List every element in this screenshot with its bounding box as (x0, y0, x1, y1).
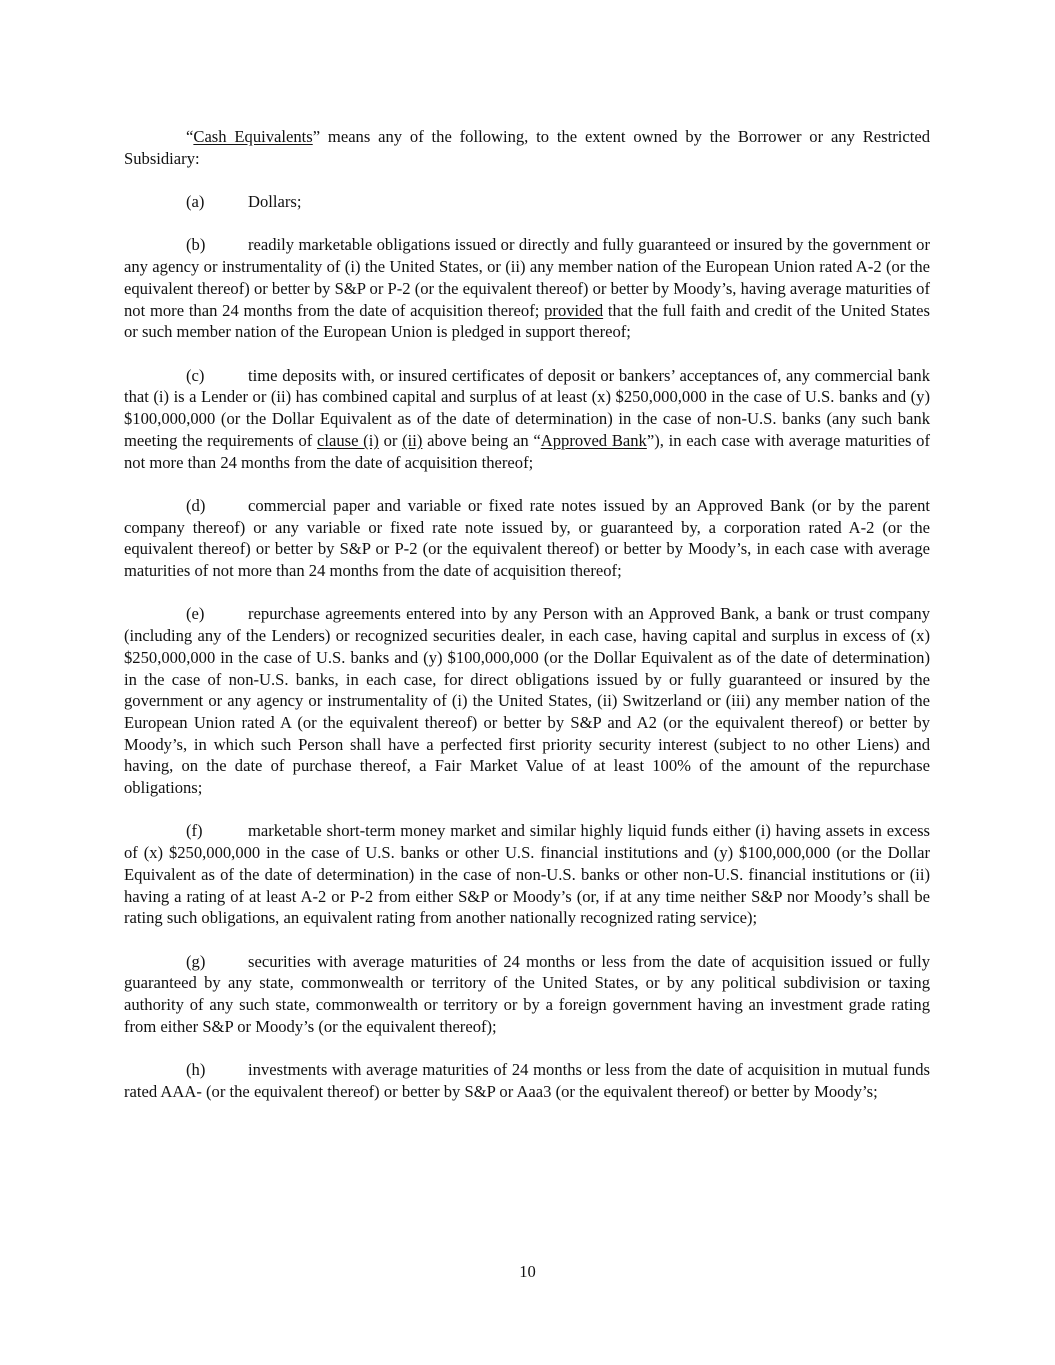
page-number: 10 (519, 1262, 536, 1281)
clause-ii-reference: (ii) (402, 430, 423, 450)
clause-f-text: marketable short-term money market and similar highly liquid funds either (i) having assets in excess of (x) $250,000,000 in the case of U.S. banks or other U.S. financial institutions and (y) $100,000,000 (or the Dollar Equivalent as of the date of determination) in the case of non-U.S. banks or other non-U.S. financial institutions or (ii) having a rating of at least A-2 or P-2 from either S&P or Moody’s (or, if at any time neither S&P nor Moody’s shall be rating such obligations, an equivalent rating from another nationally recognized rating service); (124, 821, 930, 928)
defined-term-approved-bank: Approved Bank (540, 430, 647, 450)
clause-h-label: (h) (186, 1060, 206, 1080)
clause-g (124, 951, 930, 1038)
clause-d-label: (d) (186, 495, 206, 515)
clause-e (124, 603, 930, 798)
definition-open-quote: “ (186, 127, 194, 146)
clause-d-text: commercial paper and variable or fixed rate notes issued by an Approved Bank (or by the parent company thereof) or any variable or fixed rate note issued by, or guaranteed by, a corporation rated A-2 (or the equivalent thereof) or better by S&P or P-2 (or the equivalent thereof) or better by Moody’s, in each case with average maturities of not more than 24 months from the date of acquisition thereof; (124, 495, 930, 580)
defined-term-cash-equivalents: Cash Equivalents (193, 127, 313, 146)
clause-e-text: repurchase agreements entered into by any Person with an Approved Bank, a bank or trust company (including any of the Lenders) or recognized securities dealer, in each case, having capital and surplus in excess of (x) $250,000,000 in the case of U.S. banks and (y) $100,000,000 (or the Dollar Equivalent as of the date of determination) in the case of non-U.S. banks, in each case, for direct obligations issued by or fully guaranteed or insured by the government or any agency or instrumentality of (i) the United States, (ii) Switzerland or (iii) any member nation of the European Union rated A (or the equivalent thereof) or better by S&P and A2 (or the equivalent thereof) or better by Moody’s, in which such Person shall have a perfected first priority security interest (subject to no other Liens) and having, on the date of purchase thereof, a Fair Market Value of at least 100% of the amount of the repurchase obligations; (124, 604, 930, 798)
clause-g-label: (g) (186, 951, 206, 971)
clause-c (124, 365, 930, 474)
clause-f (124, 820, 930, 929)
clause-a (124, 191, 930, 213)
definition-text: ” means any of the following, to the extent owned by the Borrower or any Restricted Subsidiary: (124, 127, 930, 168)
clause-i-reference: clause (i) (317, 430, 379, 450)
clause-d (124, 495, 930, 582)
clause-b-text-continued: that the full faith and credit of the United States or such member nation of the European Union is pledged in support thereof; (124, 300, 930, 342)
clause-c-or: or (378, 430, 403, 450)
clause-a-text: Dollars; (248, 192, 302, 212)
clause-h (124, 1059, 930, 1102)
clause-f-label: (f) (186, 821, 203, 841)
clause-c-text-end: ”), in each case with average maturities of not more than 24 months from the date of acquisition thereof; (124, 430, 930, 472)
clause-b-label: (b) (186, 235, 206, 255)
clause-e-label: (e) (186, 604, 205, 624)
provided-term: provided (544, 300, 604, 320)
cash-equivalents-definition (124, 126, 930, 169)
document-page (124, 126, 930, 1124)
clause-a-label: (a) (186, 192, 205, 212)
clause-c-label: (c) (186, 365, 205, 385)
clause-h-text: investments with average maturities of 24 months or less from the date of acquisition in mutual funds rated AAA- (or the equivalent thereof) or better by S&P or Aaa3 (or the equivalent thereof) or better by Moody’s; (124, 1060, 930, 1101)
clause-b-text: readily marketable obligations issued or directly and fully guaranteed or insured by the government or any agency or instrumentality of (i) the United States, or (ii) any member nation of the European Union rated A-2 (or the equivalent thereof) or better by S&P or P-2 (or the equivalent thereof) or better by Moody’s, having average maturities of not more than 24 months from the date of acquisition thereof; (124, 235, 930, 320)
clause-b (124, 234, 930, 343)
clause-c-text-continued: above being an “ (422, 430, 541, 450)
clause-g-text: securities with average maturities of 24 months or less from the date of acquisition issued or fully guaranteed by any state, commonwealth or territory of the United States, or by any political subdivision or taxing authority of any such state, commonwealth or territory or by a foreign government having an investment grade rating from either S&P or Moody’s (or the equivalent thereof); (124, 951, 930, 1036)
clause-c-text: time deposits with, or insured certificates of deposit or bankers’ acceptances of, any commercial bank that (i) is a Lender or (ii) has combined capital and surplus of at least (x) $250,000,000 in the case of U.S. banks and (y) $100,000,000 (or the Dollar Equivalent as of the date of determination) in the case of non-U.S. banks (any such bank meeting the requirements of (124, 365, 930, 450)
